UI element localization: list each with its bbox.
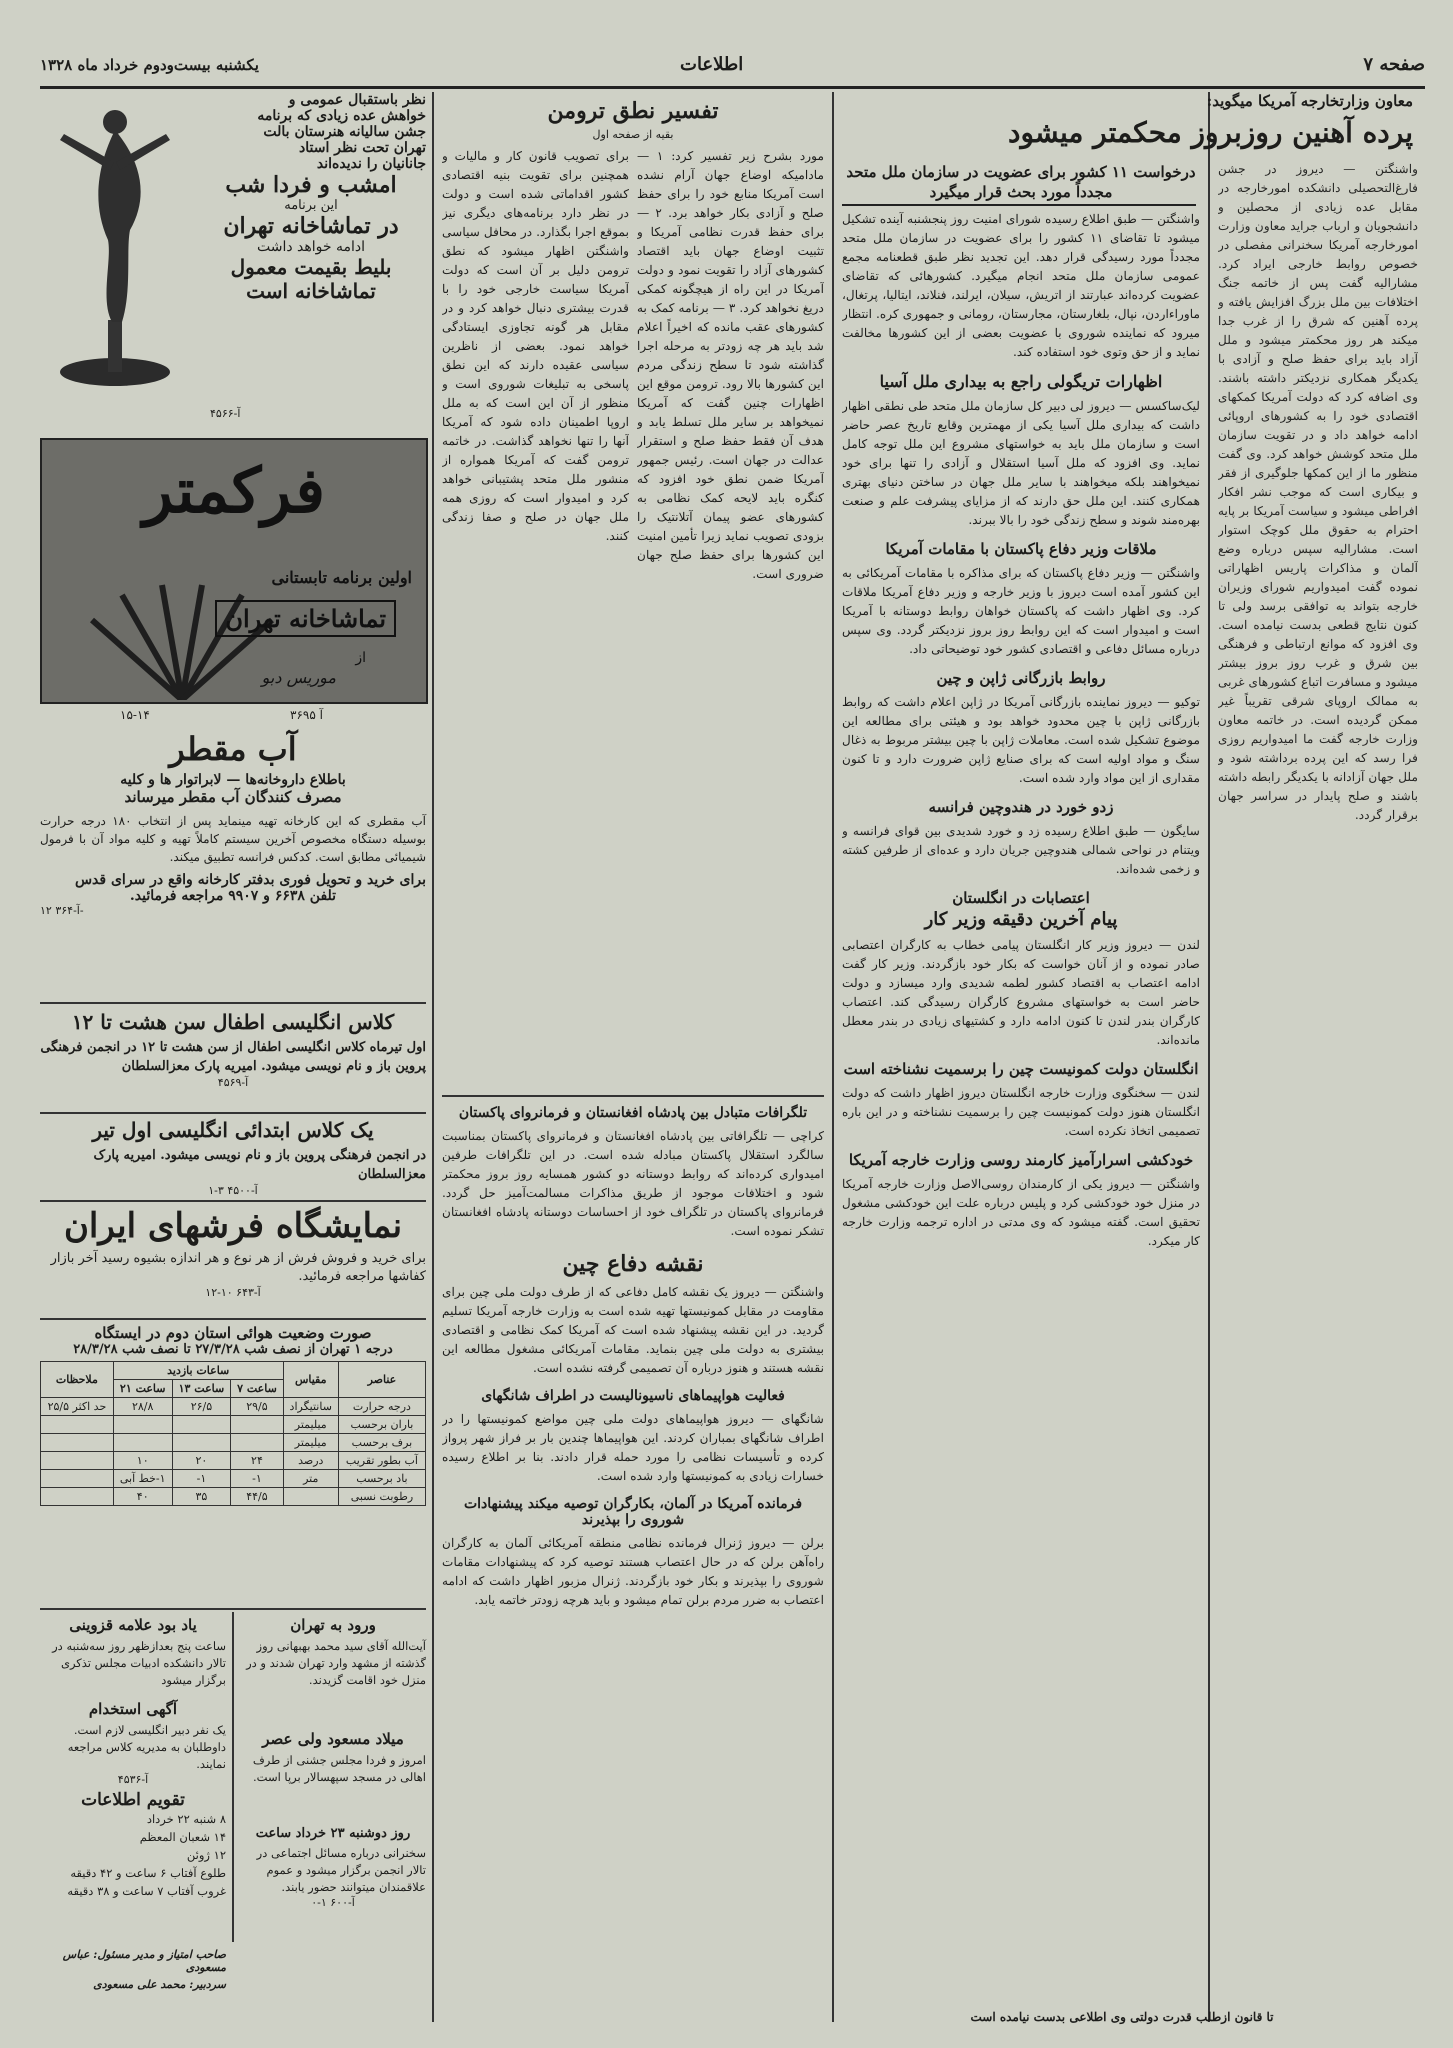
weather-cell — [41, 1416, 114, 1434]
un-box — [842, 160, 1196, 206]
poll-line: امشب و فردا شب — [225, 172, 397, 198]
article-body: واشنگتن — دیروز در جشن فارغ‌التحصیلی دانشکده امورخارجه در مقابل عده زیادی از محصلین و دانشجویان و ارباب جراید معاون وزارت امورخارجه آمریکا سخنرانی مفصلی در خصوص روابط خارجی ایراد کرد. مشارالیه گفت پس از خاتمه جنگ اختلافات بین ملل بزرگ افزایش یافته و پرده آهنین که شرق را از غرب جدا میکند هر روز محکمتر میشود و ملل آزاد باید برای حفظ صلح و آزادی با یکدیگر همکاری نزدیکتر داشته باشند. وی اضافه کرد که دولت آمریکا کمکهای اقتصادی خود را به کشورهای اروپائی ادامه خواهد داد و در تقویت سازمان ملل متحد کوشش خواهد کرد. وی گفت منظور ما از این کمکها جلوگیری از فقر و بیکاری است که موجب نشر افکار افراطی میشود و سیاست آمریکا بر پایه احترام به حقوق ملل کوچک استوار است. مشارالیه سپس درباره وضع آلمان و مذاکرات پاریس اظهاراتی نموده گفت امیدواریم شورای وزیران خارجه بتواند به توافقی برسد ولی تا کنون نتایج قطعی بدست نیامده است. وی افزود که موانع ارتباطی و فرهنگی بین شرق و غرب روز بروز بیشتر میشود و مسافرت اتباع کشورهای غربی به ممالک اروپای شرقی تقریباً غیر ممکن گردیده است. در خاتمه معاون وزارت خارجه گفت ما امیدواریم روزی فرا رسد که این پرده برداشته شود و ملل جهان آزادانه با یکدیگر رابطه داشته باشند و صلح پایدار در سراسر جهان برقرار گردد. — [1218, 162, 1418, 822]
theater-line2: تماشاخانه تهران — [215, 600, 396, 637]
text-un: واشنگتن — طبق اطلاع رسیده شورای امنیت روز پنجشنبه آینده تشکیل میشود تا تقاضای ۱۱ کشور را برای عضویت در سازمان ملل متحد مجدداً مورد رسیدگی قرار دهد. این تجدید نظر طبق قطعنامه مجمع عمومی سازمان ملل متحد انجام میگیرد. کشورهائی که تقاضای عضویت کرده‌اند عبارتند از اتریش، سیلان، ایرلند، فنلاند، ایتالیا، پرتغال، ماوراءاردن، نپال، بلغارستان، مجارستان، رومانی و جمهوری کره. انتظار میرود که نماینده شوروی با عضویت بعضی از این کشورها مخالفت نماید و از حق وتوی خود استفاده کند. — [842, 212, 1200, 359]
text-japan: توکیو — دیروز نماینده بازرگانی آمریکا در ژاپن اعلام داشت که روابط بازرگانی ژاپن با چین محدود خواهد بود و هیئتی برای مطالعه این موضوع تشکیل شده است. معاملات ژاپن با چین بیشتر مربوط به ذغال سنگ و مواد اولیه است که برای صنایع ژاپن ضرورت دارد و تا کنون مقداری از این مواد وارد شده است. — [842, 695, 1200, 785]
hire-title: آگهی استخدام — [88, 1700, 178, 1718]
water-line2: مصرف کنندگان آب مقطر میرساند — [124, 788, 342, 806]
water-buy: برای خرید و تحویل فوری بدفتر کارخانه واقع در سرای قدس — [74, 872, 426, 888]
ad-theater — [40, 438, 428, 704]
class2-ref: آ-۴۵۰۰ ۳-۱ — [208, 1184, 258, 1197]
column-divider — [1208, 92, 1210, 2022]
weather-cell: ۲۰ — [172, 1452, 231, 1470]
headline-pakistan: ملاقات وزیر دفاع پاکستان با مقامات آمریکا — [885, 540, 1157, 558]
poll-ref: آ-۴۵۶۶ — [210, 407, 241, 420]
weather-sub-header: ساعت ۲۱ — [113, 1380, 172, 1398]
weather-cell: درجه حرارت — [338, 1398, 425, 1416]
poll-line: تهران تحت نظر استاد — [299, 140, 426, 156]
weather-cell: باد برحسب — [338, 1470, 425, 1488]
poll-line: بلیط بقیمت معمول — [230, 255, 392, 279]
weather-cell: ۱- — [231, 1470, 283, 1488]
text-suicide: واشنگتن — دیروز یکی از کارمندان روسی‌الاصل وزارت خارجه آمریکا در منزل خود خودکشی کرد و پلیس درباره علت این خودکشی مشغول تحقیق است. گفته میشود که وی مدتی در اداره ترجمه وزارت خارجه کار میکرد. — [842, 1177, 1200, 1248]
headline-asia: اظهارات تریگولی راجع به بیداری ملل آسیا — [879, 372, 1163, 391]
weather-row — [41, 1488, 426, 1506]
weather-cell: ۴۰ — [113, 1488, 172, 1506]
theater-ref-right: ۳۶۹۵ آ — [290, 708, 323, 722]
weather-cell: ۱-خط آبی — [113, 1470, 172, 1488]
theater-ref-left: ۱۵-۱۴ — [120, 708, 150, 722]
weather-cell: آب بطور تقریب — [338, 1452, 425, 1470]
hire-ref: آ-۴۵۳۶ — [117, 1773, 149, 1786]
weather-cell: حد اکثر ۲۵/۵ — [41, 1398, 114, 1416]
class2-title: یک کلاس ابتدائی انگلیسی اول تیر — [92, 1118, 374, 1142]
column-divider — [832, 92, 834, 2022]
poll-line: خواهش عده زیادی که برنامه — [257, 108, 426, 124]
birth-body: امروز و فردا مجلس جشنی از طرف اهالی در مسجد سپهسالار برپا است. — [252, 1753, 426, 1784]
awards-title: یاد بود علامه قزوینی — [69, 1616, 197, 1634]
arrival-title: ورود به تهران — [290, 1616, 376, 1634]
masthead-rule — [40, 86, 1425, 89]
theater-line4: موریس دبو — [261, 668, 336, 687]
main-headline: پرده آهنین روزبروز محکمتر میشود — [1008, 116, 1413, 149]
ad-sep — [40, 1608, 426, 1610]
notice-ref: آ-۶۰۰ ۱-۰ — [311, 1896, 355, 1909]
weather-header-row — [41, 1362, 426, 1380]
poll-line: جانانیان را ندیده‌اند — [316, 156, 426, 172]
weather-cell — [231, 1434, 283, 1452]
arrival-body: آیت‌الله آقای سید محمد بهبهانی روز گذشته از مشهد وارد تهران شدند و در منزل خود اقامت گزیدند. — [246, 1639, 426, 1687]
weather-cell: برف برحسب — [338, 1434, 425, 1452]
headline-truman: تفسیر نطق ترومن — [547, 98, 719, 124]
paper-name: اطلاعات — [680, 54, 744, 75]
weather-row — [41, 1452, 426, 1470]
class2-body: در انجمن فرهنگی پروین باز و نام نویسی میشود. امیریه پارک معزالسلطان — [93, 1148, 426, 1182]
weather-subtitle: درجه ۱ تهران از نصف شب ۲۷/۳/۲۸ تا نصف شب ۲۸/۳/۲۸ — [73, 1342, 393, 1357]
weather-cell: ۲۶/۵ — [172, 1398, 231, 1416]
weather-cell: ۲۸/۸ — [113, 1398, 172, 1416]
weather-cell — [41, 1452, 114, 1470]
weather-col-header: ملاحظات — [41, 1362, 114, 1398]
weather-cell: ۴۴/۵ — [231, 1488, 283, 1506]
small-ads-divider — [232, 1612, 234, 1942]
theater-line1: اولین برنامه تابستانی — [271, 568, 412, 587]
ad-calendar — [40, 1790, 226, 1940]
page-date: یکشنبه بیست‌ودوم خرداد ماه ۱۳۲۸ — [40, 56, 259, 74]
water-ref: آ-۳۶۴ ۱۲- — [40, 904, 84, 917]
sunburst-icon — [82, 580, 282, 700]
weather-col-header: مقیاس — [283, 1362, 338, 1398]
weather-cell — [41, 1470, 114, 1488]
dancer-figurine-icon — [40, 100, 190, 400]
weather-row — [41, 1434, 426, 1452]
headline-berlin: فرمانده آمریکا در آلمان، بکارگران توصیه میکند پیشنهادات شوروی را بپذیرند — [463, 1496, 803, 1528]
poll-line: تماشاخانه است — [246, 279, 376, 303]
birth-title: میلاد مسعود ولی عصر — [262, 1730, 404, 1748]
weather-cell: متر — [283, 1470, 338, 1488]
ad-sep — [40, 1002, 426, 1004]
col-center — [442, 92, 824, 2022]
text-china-recognition: لندن — سخنگوی وزارت خارجه انگلستان دیروز اظهار داشت که دولت انگلستان هنوز دولت کمونیست چین را برسمیت نشناخته و در این باره تصمیمی اتخاذ نکرده است. — [842, 1086, 1200, 1138]
headline-indochina: زدو خورد در هندوچین فرانسه — [928, 798, 1114, 816]
text-berlin: برلن — دیروز ژنرال فرمانده نظامی منطقه آمریکائی آلمان به کارگران راه‌آهن برلن که در حال اعتصاب هستند توصیه کرد که پیشنهادات مقامات شوروی را بپذیرند و بکار خود بازگردند. ژنرال مزبور اظهار داشت که ادامه اعتصاب به ضرر مردم برلن تمام میشود و باید هرچه زودتر خاتمه یابد. — [442, 1536, 824, 1607]
ad-awards — [40, 1616, 226, 1696]
weather-cell: ۲۹/۵ — [231, 1398, 283, 1416]
text-afghan: کراچی — تلگرافاتی بین پادشاه افغانستان و فرمانروای پاکستان بمناسبت سالگرد استقلال پاکستان مبادله شده است. در این تلگرافات طرفین امیدواری کرده‌اند که روابط دوستانه دو کشور همسایه روز بروز محکمتر شود و اختلافات موجود از طریق مذاکرات مسالمت‌آمیز حل گردد. فرمانروای پاکستان در تلگراف خود از احساسات دوستانه پادشاه افغانستان تشکر نموده است. — [442, 1129, 824, 1238]
column-divider — [432, 92, 434, 2022]
weather-cell: میلیمتر — [283, 1434, 338, 1452]
weather-cell: ۱۰ — [113, 1452, 172, 1470]
headline-shanghai: فعالیت هواپیماهای ناسیونالیست در اطراف شانگهای — [481, 1388, 785, 1404]
ad-sep — [40, 1200, 426, 1202]
text-asia: لیک‌ساکسس — دیروز لی دبیر کل سازمان ملل متحد طی نطقی اظهار داشت که بیداری ملل آسیا یکی از مهمترین وقایع تاریخ عصر حاضر است و سازمان ملل باید به خواستهای مشروع این ملل توجه کامل نماید. وی افزود که ملل آسیا استقلال و آزادی را تنها برای خود نمیخواهند بلکه میخواهند با سایر ملل جهان در ساختن دنیای بهتری همکاری کنند. این ملل حق دارند که از مزایای پیشرفت علم و صنعت بهره‌مند شوند و سطح زندگی خود را بالا ببرند. — [842, 399, 1200, 527]
weather-cell: میلیمتر — [283, 1416, 338, 1434]
poll-text — [196, 92, 426, 303]
water-body: آب مقطری که این کارخانه تهیه مینماید پس از انتخاب ۱۸۰ درجه حرارت بوسیله دستگاه مخصوص آخرین سیستم کاملاً تهیه و کلیه مواد آن با فرمول شیمیائی مطابق است. کدکس فرانسه تطبیق میکند. — [40, 814, 426, 864]
weather-cell: باران برحسب — [338, 1416, 425, 1434]
theater-line3: از — [355, 650, 366, 666]
text-pakistan: واشنگتن — وزیر دفاع پاکستان که برای مذاکره با مقامات آمریکائی به این کشور آمده است دیروز با وزیر خارجه و وزیر دفاع آمریکا ملاقات کرد. وی اظهار داشت که پاکستان خواهان روابط دوستانه با آمریکا است و امیدوار است که این روابط روز بروز نزدیکتر گردد. وی سپس درباره مسائل دفاعی و اقتصادی کشور خود توضیحاتی داد. — [842, 566, 1200, 656]
col-right2 — [842, 160, 1200, 2010]
class1-title: کلاس انگلیسی اطفال سن هشت تا ۱۲ — [71, 1010, 395, 1034]
notice-body: سخنرانی درباره مسائل اجتماعی در تالار انجمن برگزار میشود و عموم علاقمندان میتوانند حضور یابند. — [256, 1846, 426, 1894]
poll-line: ادامه خواهد داشت — [256, 239, 366, 255]
headline-japan: روابط بازرگانی ژاپن و چین — [936, 669, 1106, 687]
headline-china-recognition: انگلستان دولت کمونیست چین را برسمیت نشناخته است — [843, 1060, 1199, 1078]
headline-strikes: اعتصابات در انگلستان — [952, 889, 1090, 907]
weather-cell: ۳۵ — [172, 1488, 231, 1506]
weather-cell — [41, 1434, 114, 1452]
text-truman-b: برای تصویب قانون کار و مالیات و همچنین برای تقویت بنیه اقتصادی کشور اقداماتی شده است و دولت در نظر دارد برنامه‌های دیگری نیز بموقع اجرا بگذارد. در محافل سیاسی واشنگتن اظهار میشود که نطق ترومن دلیل بر آن است که دولت آمریکا سیاست خارجی خود را با قدرت بیشتری دنبال خواهد کرد و در مقابل هر گونه تجاوزی ایستادگی خواهد نمود. بعضی از ناظرین سیاسی عقیده دارند که این نطق پاسخی به تبلیغات شوروی است و منظور از آن این است که به ملل اروپا اطمینان داده شود که آمریکا آنها را تنها نخواهد گذاشت. در خاتمه ترومن گفت که آمریکا همواره از منشور ملل متحد پشتیبانی خواهد کرد و امیدوار است که روزی همه ملل جهان در صلح و صفا زندگی کنند. — [442, 149, 629, 543]
headline-suicide: خودکشی اسرارآمیز کارمند روسی وزارت خارجه آمریکا — [848, 1151, 1194, 1169]
masthead — [40, 52, 1425, 84]
ad-arrival — [240, 1616, 426, 1726]
calendar-line: ۸ شنبه ۲۲ خرداد — [146, 1812, 226, 1826]
text-shanghai: شانگهای — دیروز هواپیماهای دولت ملی چین مواضع کمونیستها را در اطراف شانگهای بمباران کردند. این هواپیماها چندین بار بر فراز شهر پرواز کرده و تأسیسات نظامی را مورد حمله قرار دادند. بنا بر اطلاع رسیده خسارات زیادی به کمونیستها وارد شده است. — [442, 1412, 824, 1483]
article-iron-curtain — [1218, 160, 1418, 2000]
text-china-defense: واشنگتن — دیروز یک نقشه کامل دفاعی که از طرف دولت ملی چین برای مقاومت در مقابل کمونیستها تهیه شده است به وزارت خارجه آمریکا تسلیم گردید. در این نقشه پیشنهاد شده است که آمریکا کمک نظامی و اقتصادی بیشتری به دولت ملی چین بنماید. مقامات آمریکائی مشغول مطالعه این نقشه هستند و هنوز درباره آن تصمیمی گرفته نشده است. — [442, 1285, 824, 1375]
ad-birth — [240, 1730, 426, 1820]
center-sep — [442, 1095, 824, 1097]
continued-label: بقیه از صفحه اول — [592, 128, 674, 141]
awards-body: ساعت پنج بعدازظهر روز سه‌شنبه در تالار دانشکده ادبیات مجلس تذکری برگزار میشود — [52, 1639, 226, 1687]
class1-ref: آ-۴۵۶۹ — [217, 1076, 249, 1089]
calendar-title: تقویم اطلاعات — [81, 1790, 185, 1810]
poll-line: جشن سالیانه هنرستان بالت — [263, 124, 426, 140]
weather-col-header: ساعات بازدید — [113, 1362, 283, 1380]
weather-cell: رطوبت نسبی — [338, 1488, 425, 1506]
weather-cell — [41, 1488, 114, 1506]
text-truman-a: مورد بشرح زیر تفسیر کرد: ۱ — مادامیکه اوضاع جهان آرام نشده است آمریکا منابع خود را برای حفظ صلح و آزادی بکار خواهد برد. ۲ — برای حفظ قدرت نظامی آمریکا و تثبیت اوضاع جهان باید اقتصاد کشورهای آزاد را تقویت نمود و دولت آمریکا در این راه از هیچگونه کمکی دریغ نخواهد کرد. ۳ — برنامه کمک به کشورهای عقب مانده که اخیراً اعلام شد باید هر چه زودتر به مرحله اجرا گذاشته شود تا سطح زندگی مردم این کشورها بالا رود. ترومن موقع این اظهارات چنین گفت که آمریکا نمیخواهد بر سایر ملل تسلط یابد و هدف آن فقط حفظ صلح و استقرار عدالت در جهان است. رئیس جمهور آمریکا ضمن نطق خود افزود که کنگره باید لایحه کمک نظامی به کشورهای عضو پیمان آتلانتیک را بزودی تصویب نماید زیرا تأمین امنیت این کشورها برای حفظ صلح جهان ضروری است. — [637, 149, 824, 581]
weather-cell — [231, 1416, 283, 1434]
calendar-line: ۱۴ شعبان المعظم — [139, 1830, 226, 1844]
weather-cell: درصد — [283, 1452, 338, 1470]
carpet-body: برای خرید و فروش فرش از هر نوع و هر اندازه بشیوه رسید آخر بازار کفاشها مراجعه فرمائید. — [50, 1251, 426, 1284]
publisher-signature — [40, 1948, 226, 2018]
theater-big-word: فرکمتر — [142, 454, 326, 527]
poll-line: نظر باستقبال عمومی و — [288, 92, 426, 108]
weather-row — [41, 1470, 426, 1488]
water-tel: تلفن ۶۶۳۸ و ۹۹۰۷ مراجعه فرمائید. — [129, 888, 337, 904]
poll-line: در تماشاخانه تهران — [223, 213, 399, 239]
footer-note: تا قانون ازطلب قدرت دولتی وی اطلاعی بدست نیامده است — [970, 2010, 1274, 2024]
ad-class1 — [40, 1010, 426, 1110]
headline-afghan: تلگرافات متبادل بین پادشاه افغانستان و فرمانروای پاکستان — [458, 1105, 808, 1121]
weather-cell — [172, 1416, 231, 1434]
weather-table — [40, 1361, 426, 1506]
weather-row — [41, 1416, 426, 1434]
ad-hire — [40, 1700, 226, 1786]
signature-line1: صاحب امتیاز و مدیر مسئول: عباس مسعودی — [62, 1948, 226, 1974]
calendar-line: غروب آفتاب ۷ ساعت و ۳۸ دقیقه — [67, 1884, 226, 1898]
headline-china-defense: نقشه دفاع چین — [562, 1251, 704, 1277]
ad-poll — [40, 92, 426, 422]
ad-sep — [40, 1318, 426, 1320]
carpet-title: نمایشگاه فرشهای ایران — [63, 1206, 403, 1246]
notice-title: روز دوشنبه ۲۳ خرداد ساعت — [255, 1826, 411, 1841]
signature-line2: سردبیر: محمد علی مسعودی — [93, 1978, 226, 1991]
poll-line: این برنامه — [284, 198, 338, 213]
weather-cell: ۱- — [172, 1470, 231, 1488]
water-line1: باطلاع داروخانه‌ها — لابراتوار ها و کلیه — [120, 772, 346, 788]
weather-cell — [113, 1434, 172, 1452]
weather-title: صورت وضعیت هوائی استان دوم در ایستگاه — [94, 1324, 372, 1342]
weather-sub-header: ساعت ۷ — [231, 1380, 283, 1398]
weather-row — [41, 1398, 426, 1416]
page-number: صفحه ۷ — [1363, 54, 1425, 75]
weather-cell — [113, 1416, 172, 1434]
weather-cell — [172, 1434, 231, 1452]
headline-strikes-sub: پیام آخرین دقیقه وزیر کار — [924, 909, 1118, 930]
ad-water — [40, 730, 426, 1000]
weather-col-header: عناصر — [338, 1362, 425, 1398]
ad-class2 — [40, 1118, 426, 1198]
ad-sep — [40, 1112, 426, 1114]
carpet-ref: آ-۶۴۳ ۱۰-۱۲ — [205, 1286, 261, 1299]
weather-report — [40, 1324, 426, 1506]
text-indochina: سایگون — طبق اطلاع رسیده زد و خورد شدیدی بین قوای فرانسه و ویتنام در نواحی شمالی هندوچین جریان دارد و عده‌ای از طرفین کشته و زخمی شده‌اند. — [842, 824, 1200, 876]
text-strikes: لندن — دیروز وزیر کار انگلستان پیامی خطاب به کارگران اعتصابی صادر نموده و از آنان خواست که بکار خود بازگردند. وزیر کار گفت ادامه اعتصاب به اقتصاد کشور لطمه شدیدی وارد میسازد و دولت حاضر است به خواستهای مشروع کارگران رسیدگی کند. اعتصاب کارگران بندر لندن تا کنون ادامه دارد و کشتیهای زیادی در بندر معطل مانده‌اند. — [842, 938, 1200, 1047]
weather-sub-header: ساعت ۱۳ — [172, 1380, 231, 1398]
headline-un: درخواست ۱۱ کشور برای عضویت در سازمان ملل متحد مجدداً مورد بحث قرار میگیرد — [846, 163, 1196, 201]
weather-cell: ۲۴ — [231, 1452, 283, 1470]
ad-carpet — [40, 1206, 426, 1316]
weather-cell — [283, 1488, 338, 1506]
weather-cell: سانتیگراد — [283, 1398, 338, 1416]
class1-body: اول تیرماه کلاس انگلیسی اطفال از سن هشت تا ۱۲ در انجمن فرهنگی پروین باز و نام نویسی میشود. امیریه پارک معزالسلطان — [40, 1040, 426, 1074]
ad-notice — [240, 1826, 426, 1956]
water-title: آب مقطر — [169, 730, 297, 768]
hire-body: یک نفر دبیر انگلیسی لازم است. داوطلبان به مدیریه کلاس مراجعه نمایند. — [67, 1723, 226, 1771]
calendar-line: ۱۲ ژوئن — [186, 1848, 226, 1862]
kicker: معاون وزارتخارجه آمریکا میگوید: — [1206, 92, 1413, 110]
calendar-line: طلوع آفتاب ۶ ساعت و ۴۲ دقیقه — [70, 1866, 226, 1880]
